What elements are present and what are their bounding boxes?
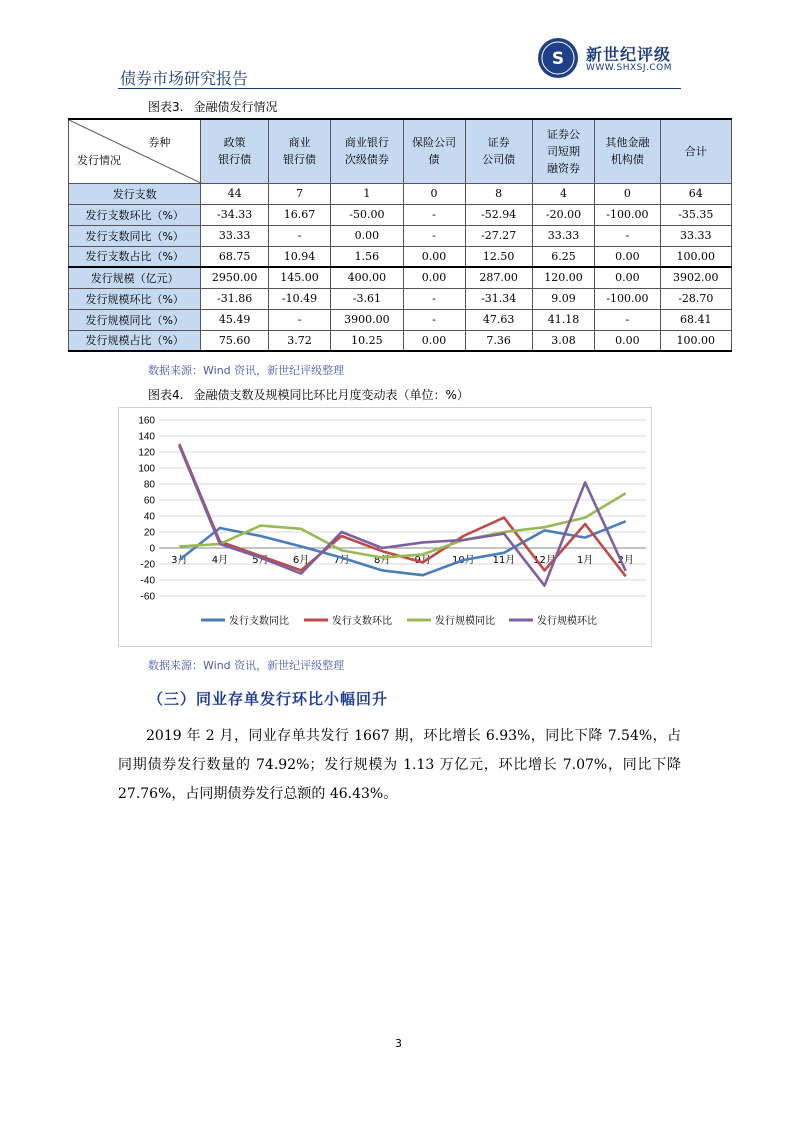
table-row <box>69 330 732 351</box>
report-title: 债券市场研究报告 <box>120 69 249 88</box>
table-cell: 9.09 <box>532 288 594 309</box>
table-cell: 64 <box>660 183 731 204</box>
column-header <box>532 119 594 183</box>
line-chart <box>119 408 651 646</box>
table-cell: 287.00 <box>465 267 532 288</box>
x-tick-label: 5月 <box>252 555 269 566</box>
logo-url: WWW.SHXSJ.COM <box>586 63 673 73</box>
table-cell: -34.33 <box>201 204 268 225</box>
row-label: 发行支数同比（%） <box>69 225 201 246</box>
column-header-line: 机构债 <box>610 153 644 167</box>
table-row <box>69 225 732 246</box>
table-row <box>69 288 732 309</box>
y-tick-label: 60 <box>143 495 155 507</box>
y-tick-label: 120 <box>138 447 155 459</box>
table-cell: - <box>268 309 330 330</box>
y-tick-label: 140 <box>138 431 155 443</box>
table3-source: 数据来源：Wind 资讯，新世纪评级整理 <box>148 364 345 377</box>
table-cell: 0 <box>403 183 465 204</box>
table-cell: 1.56 <box>331 246 403 267</box>
table-cell: - <box>403 309 465 330</box>
table-cell: 0.00 <box>403 330 465 351</box>
chart-frame <box>118 407 652 647</box>
table-cell: -50.00 <box>331 204 403 225</box>
column-header <box>660 119 731 183</box>
section-paragraph: 2019 年 2 月，同业存单共发行 1667 期，环比增长 6.93%，同比下降 7.54%，占同期债券发行数量的 74.92%；发行规模为 1.13 万亿元，环比增长 7.07%，同比下降 27.76%，占同期债券发行总额的 46.43%。 <box>118 728 681 802</box>
table-cell: 4 <box>532 183 594 204</box>
y-tick-label: 100 <box>138 463 155 475</box>
table-corner-cell <box>69 119 201 183</box>
legend-label: 发行支数同比 <box>229 616 289 627</box>
y-tick-label: -60 <box>140 591 155 603</box>
chart4-caption-label: 图表4. <box>148 388 184 402</box>
table-row <box>69 183 732 204</box>
table-cell: 0.00 <box>403 267 465 288</box>
x-tick-label: 6月 <box>292 555 310 566</box>
table-cell: 68.75 <box>201 246 268 267</box>
table-cell: 1 <box>331 183 403 204</box>
table-cell: -3.61 <box>331 288 403 309</box>
column-header-line: 债 <box>428 153 440 167</box>
financial-bond-table <box>68 118 732 352</box>
table-cell: -28.70 <box>660 288 731 309</box>
column-header <box>268 119 330 183</box>
x-tick-label: 11月 <box>492 555 516 566</box>
table-cell: 3902.00 <box>660 267 731 288</box>
page-number: 3 <box>395 1037 402 1050</box>
x-tick-label: 2月 <box>617 555 634 566</box>
column-header <box>595 119 660 183</box>
row-label: 发行支数 <box>69 183 201 204</box>
column-header <box>403 119 465 183</box>
table-cell: -31.34 <box>465 288 532 309</box>
table-cell: 41.18 <box>532 309 594 330</box>
table-cell: 145.00 <box>268 267 330 288</box>
table-cell: 0.00 <box>595 330 660 351</box>
table-cell: -10.49 <box>268 288 330 309</box>
column-header-line: 商业银行 <box>344 136 389 150</box>
column-header-line: 次级债券 <box>344 153 389 167</box>
x-tick-label: 1月 <box>576 555 594 566</box>
column-header-line: 合计 <box>684 144 707 158</box>
table-row <box>69 204 732 225</box>
column-header-line: 公司债 <box>482 153 516 167</box>
table-cell: 0.00 <box>331 225 403 246</box>
table3-caption <box>148 98 277 115</box>
table3-caption-label: 图表3. <box>148 100 184 114</box>
section-heading: （三）同业存单发行环比小幅回升 <box>148 690 389 708</box>
chart4-caption-title: 金融债支数及规模同比环比月度变动表（单位：%） <box>193 388 469 402</box>
legend-label: 发行支数环比 <box>332 616 392 627</box>
corner-top-label: 券种 <box>148 136 171 149</box>
column-header-line: 证券 <box>487 136 510 150</box>
table-cell: 33.33 <box>532 225 594 246</box>
table-cell: 0.00 <box>595 246 660 267</box>
x-tick-label: 9月 <box>414 555 431 566</box>
table-cell: -100.00 <box>595 204 660 225</box>
table-cell: 45.49 <box>201 309 268 330</box>
logo-name: 新世纪评级 <box>586 45 672 64</box>
table-cell: 400.00 <box>331 267 403 288</box>
table-cell: 12.50 <box>465 246 532 267</box>
table-cell: -20.00 <box>532 204 594 225</box>
table-cell: -52.94 <box>465 204 532 225</box>
table-cell: 33.33 <box>201 225 268 246</box>
table-cell: 10.94 <box>268 246 330 267</box>
y-tick-label: 40 <box>143 511 155 523</box>
row-label: 发行规模占比（%） <box>69 330 201 351</box>
table-cell: - <box>595 225 660 246</box>
row-label: 发行规模同比（%） <box>69 309 201 330</box>
table3-caption-title: 金融债发行情况 <box>193 100 278 114</box>
table-cell: 68.41 <box>660 309 731 330</box>
table-cell: - <box>595 309 660 330</box>
x-tick-label: 12月 <box>533 555 556 566</box>
table-cell: -31.86 <box>201 288 268 309</box>
table-cell: 100.00 <box>660 330 731 351</box>
table-cell: 7.36 <box>465 330 532 351</box>
corner-bottom-label: 发行情况 <box>77 153 121 167</box>
table-cell: 3900.00 <box>331 309 403 330</box>
table-cell: 33.33 <box>660 225 731 246</box>
y-tick-label: 80 <box>143 479 155 491</box>
header-rule <box>118 88 681 89</box>
x-tick-label: 4月 <box>211 555 229 566</box>
table-row <box>69 267 732 288</box>
table-row <box>69 309 732 330</box>
row-label: 发行规模环比（%） <box>69 288 201 309</box>
x-tick-label: 7月 <box>333 555 350 566</box>
table-cell: 6.25 <box>532 246 594 267</box>
table-header-row <box>69 119 732 183</box>
table-cell: 0.00 <box>595 267 660 288</box>
table-cell: 16.67 <box>268 204 330 225</box>
column-header-line: 银行债 <box>218 153 252 167</box>
y-tick-label: -40 <box>140 575 155 587</box>
row-label: 发行规模（亿元） <box>69 267 201 288</box>
y-tick-label: 20 <box>143 527 155 539</box>
y-tick-label: 160 <box>138 415 155 427</box>
table-cell: 7 <box>268 183 330 204</box>
table-cell: 47.63 <box>465 309 532 330</box>
table-cell: 100.00 <box>660 246 731 267</box>
x-tick-label: 10月 <box>452 555 475 566</box>
y-tick-label: 0 <box>149 543 155 555</box>
column-header <box>331 119 403 183</box>
table-cell: 3.08 <box>532 330 594 351</box>
table-cell: - <box>403 225 465 246</box>
table-cell: -27.27 <box>465 225 532 246</box>
table-cell: 8 <box>465 183 532 204</box>
table-cell: 0.00 <box>403 246 465 267</box>
row-label: 发行支数占比（%） <box>69 246 201 267</box>
table-cell: 3.72 <box>268 330 330 351</box>
table-cell: 2950.00 <box>201 267 268 288</box>
table-cell: 75.60 <box>201 330 268 351</box>
column-header-line: 银行债 <box>283 153 316 167</box>
table-cell: - <box>403 288 465 309</box>
legend-label: 发行规模环比 <box>537 616 597 627</box>
table-cell: 0 <box>595 183 660 204</box>
column-header-line: 司短期 <box>547 144 580 158</box>
table-cell: 120.00 <box>532 267 594 288</box>
chart4-source: 数据来源：Wind 资讯，新世纪评级整理 <box>148 659 345 672</box>
table-cell: -35.35 <box>660 204 731 225</box>
logo-mark: S <box>551 49 565 69</box>
column-header-line: 政策 <box>223 136 246 150</box>
column-header-line: 其他金融 <box>605 136 650 150</box>
y-tick-label: -20 <box>140 559 155 571</box>
column-header-line: 商业 <box>288 136 311 150</box>
table-cell: 10.25 <box>331 330 403 351</box>
chart4-caption <box>148 386 469 403</box>
column-header-line: 保险公司 <box>412 136 457 150</box>
x-tick-label: 3月 <box>171 555 188 566</box>
table-cell: 44 <box>201 183 268 204</box>
column-header <box>465 119 532 183</box>
row-label: 发行支数环比（%） <box>69 204 201 225</box>
table-cell: -100.00 <box>595 288 660 309</box>
column-header <box>201 119 268 183</box>
column-header-line: 证券公 <box>547 127 580 141</box>
legend-label: 发行规模同比 <box>435 616 495 627</box>
logo-emblem <box>537 37 579 79</box>
table-cell: - <box>403 204 465 225</box>
table-cell: - <box>268 225 330 246</box>
table-row <box>69 246 732 267</box>
column-header-line: 融资券 <box>547 161 580 175</box>
x-tick-label: 8月 <box>374 555 391 566</box>
